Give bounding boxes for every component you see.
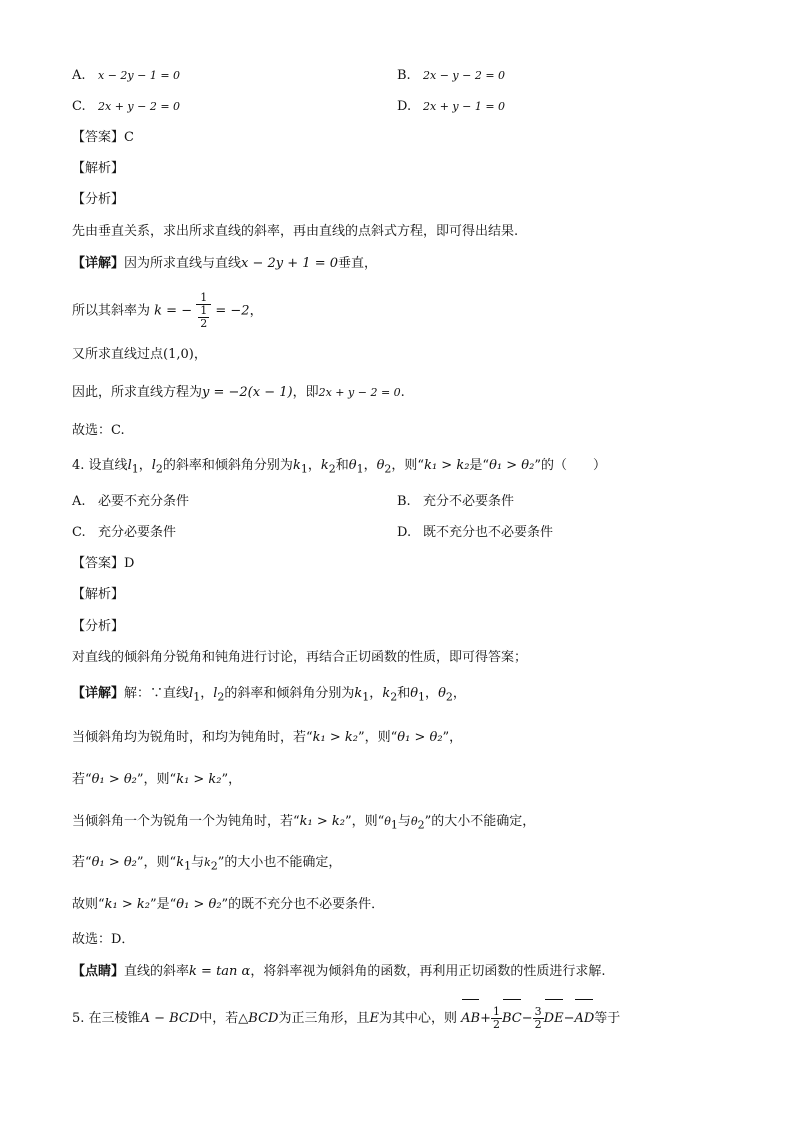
vector-de: DE: [544, 1002, 564, 1036]
q4-option-c[interactable]: C. 充分必要条件: [72, 525, 177, 540]
q4-choose: 故选：D．: [72, 932, 135, 947]
q3-option-d[interactable]: D. 2x + y − 1 = 0: [397, 99, 506, 114]
q4-option-b[interactable]: B. 充分不必要条件: [397, 494, 515, 509]
q4-answer: 【答案】D: [72, 556, 135, 571]
fraction-half: $\frac{1}{2}$: [493, 1005, 500, 1031]
q4-option-a[interactable]: A. 必要不充分条件: [72, 494, 190, 509]
q3-fenxi-tag: 【分析】: [72, 192, 125, 207]
vector-ad: AD: [574, 1002, 594, 1036]
q4-detail-line4: 当倾斜角一个为锐角一个为钝角时，若“k₁ > k₂”，则“$\theta_1$与$\theta_2$”的大小不能确定，: [72, 814, 536, 832]
q3-detail-line1: 【详解】因为所求直线与直线x − 2y + 1 = 0垂直，: [72, 256, 378, 271]
q4-dianjing: 【点睛】直线的斜率k = tan α，将斜率视为倾斜角的函数，再利用正切函数的性质进行求解.: [72, 964, 606, 979]
q4-fenxi-text: 对直线的倾斜角分锐角和钝角进行讨论，再结合正切函数的性质，即可得答案；: [72, 650, 528, 665]
q4-detail-line6: 故则“k₁ > k₂”是“θ₁ > θ₂”的既不充分也不必要条件．: [72, 897, 385, 912]
slope-fraction: $\frac{1}{\frac{1}{2}}$: [196, 292, 211, 330]
q4-stem: 4. 设直线$l_1$，$l_2$的斜率和倾斜角分别为$k_1$，$k_2$和$\theta_1$，$\theta_2$，则“k₁ > k₂是“θ₁ > θ₂”的（ ）: [72, 458, 606, 476]
q3-analysis-tag: 【解析】: [72, 161, 125, 176]
q3-option-a[interactable]: A. x − 2y − 1 = 0: [72, 68, 181, 83]
vector-ab: AB: [461, 1002, 480, 1036]
q3-option-b[interactable]: B. 2x − y − 2 = 0: [397, 68, 506, 83]
q3-detail-line3: 又所求直线过点(1,0)，: [72, 347, 207, 362]
q3-fenxi-text: 先由垂直关系，求出所求直线的斜率，再由直线的点斜式方程，即可得出结果.: [72, 224, 519, 239]
q3-choose: 故选：C.: [72, 423, 125, 438]
q4-option-d[interactable]: D. 既不充分也不必要条件: [397, 525, 554, 540]
q3-detail-line4: 因此，所求直线方程为y = −2(x − 1)，即2x + y − 2 = 0.: [72, 385, 405, 400]
q4-detail-line1: 【详解】解：∵直线$l_1$，$l_2$的斜率和倾斜角分别为$k_1$，$k_2$和$\theta_1$，$\theta_2$，: [72, 686, 466, 704]
q4-detail-line5: 若“θ₁ > θ₂”，则“$k_1$与$k_2$”的大小也不能确定，: [72, 855, 342, 873]
q4-detail-line2: 当倾斜角均为锐角时，和均为钝角时，若“k₁ > k₂”，则“θ₁ > θ₂”，: [72, 730, 463, 745]
q3-option-c[interactable]: C. 2x + y − 2 = 0: [72, 99, 181, 114]
q4-detail-line3: 若“θ₁ > θ₂”，则“k₁ > k₂”，: [72, 772, 242, 787]
q3-detail-line2: 所以其斜率为 k = − $\frac{1}{\frac{1}{2}}$ = −2，: [72, 291, 263, 330]
q3-answer: 【答案】C: [72, 130, 134, 145]
q4-analysis-tag: 【解析】: [72, 587, 125, 602]
q4-fenxi-tag: 【分析】: [72, 619, 125, 634]
q5-stem: 5. 在三棱锥A − BCD中，若△BCD为正三角形，且E为其中心，则 AB+ $\frac{1}{2}$ BC− $\frac{3}{2}$ DE−AD等于: [72, 1002, 620, 1036]
fraction-three-halves: $\frac{3}{2}$: [534, 1005, 542, 1031]
vector-bc: BC: [502, 1002, 522, 1036]
